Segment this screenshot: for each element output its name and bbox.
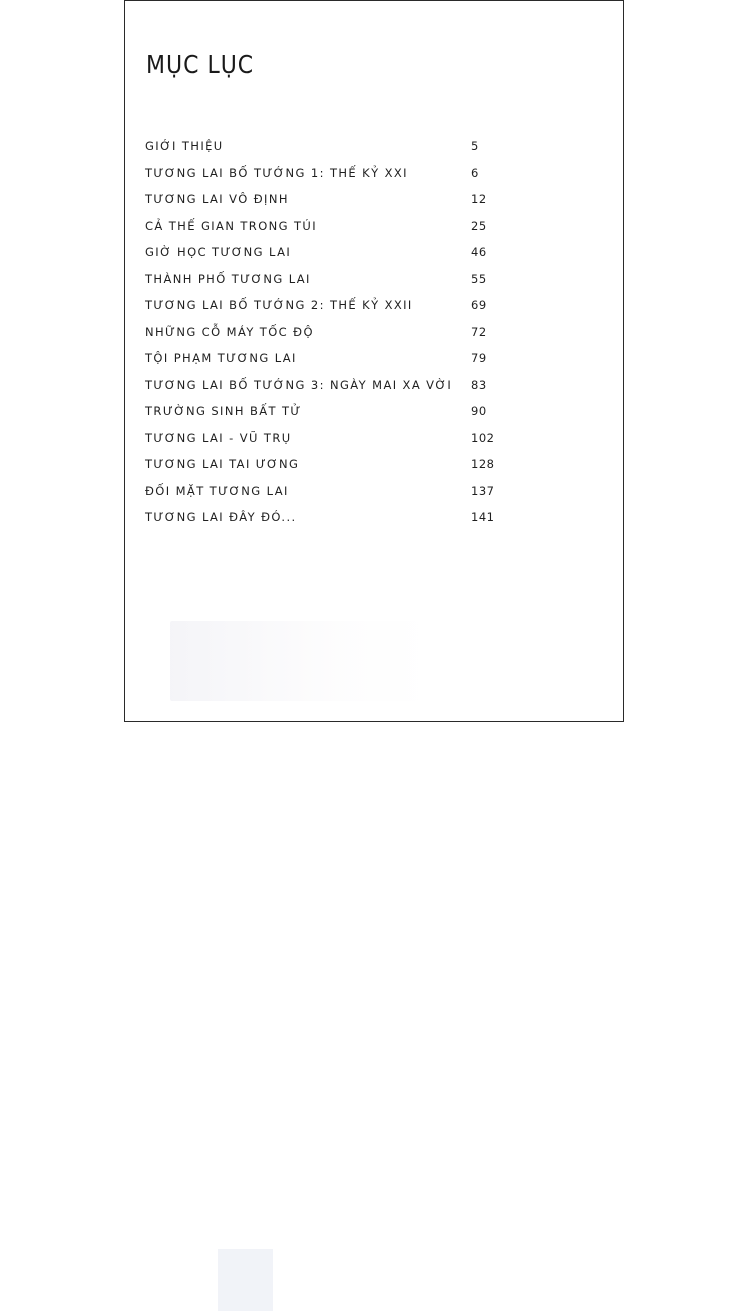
- toc-entry: [145, 139, 489, 166]
- toc-entry-title: GIỜ HỌC TƯƠNG LAI: [145, 245, 292, 259]
- toc-entry: [145, 404, 489, 431]
- toc-entry-page: 25: [471, 218, 487, 233]
- toc-entry-title: NHỮNG CỖ MÁY TỐC ĐỘ: [145, 324, 314, 339]
- toc-entry: [145, 378, 489, 405]
- toc-entry-page: 79: [471, 351, 487, 365]
- toc-entry: [145, 272, 489, 299]
- faded-show-through-image: [170, 621, 430, 701]
- toc-entry: [145, 430, 495, 458]
- toc-entry: [145, 245, 489, 272]
- book-page: [124, 0, 624, 722]
- toc-entry-page: 72: [471, 324, 487, 339]
- toc-entry-page: 46: [471, 245, 487, 259]
- toc-entry: [145, 219, 489, 246]
- toc-entry-page: 128: [471, 457, 495, 471]
- toc-entry-title: CẢ THẾ GIAN TRONG TÚI: [145, 218, 318, 233]
- toc-entry: [145, 192, 489, 219]
- toc-entry: [145, 325, 489, 352]
- page-title: MỤC LỤC: [146, 51, 255, 80]
- toc-entry-page: 6: [471, 165, 479, 180]
- toc-entry-title: TƯƠNG LAI - VŨ TRỤ: [145, 430, 292, 445]
- toc-entry: [145, 351, 489, 378]
- toc-entry-page: 83: [471, 377, 487, 392]
- toc-entry-title: TƯƠNG LAI VÔ ĐỊNH: [145, 192, 289, 206]
- toc-entry: [145, 298, 489, 325]
- table-of-contents: [145, 139, 495, 537]
- toc-entry: [145, 457, 495, 484]
- toc-entry: [145, 483, 495, 511]
- toc-entry-title: TƯƠNG LAI BỐ TƯỚNG 2: THẾ KỶ XXII: [145, 298, 413, 312]
- toc-entry-title: THÀNH PHỐ TƯƠNG LAI: [145, 271, 311, 286]
- faded-image-block: [218, 1249, 273, 1311]
- toc-entry-title: TỘI PHẠM TƯƠNG LAI: [145, 351, 297, 365]
- toc-entry-page: 90: [471, 404, 487, 418]
- toc-entry-page: 5: [471, 139, 479, 153]
- toc-entry: [145, 166, 489, 193]
- toc-entry-page: 137: [471, 483, 495, 498]
- toc-entry-page: 102: [471, 430, 495, 445]
- toc-entry-title: TƯƠNG LAI TAI ƯƠNG: [145, 457, 300, 471]
- toc-entry-title: GIỚI THIỆU: [145, 139, 224, 153]
- toc-entry-title: TRƯỜNG SINH BẤT TỬ: [145, 404, 302, 418]
- toc-entry-page: 12: [471, 192, 487, 206]
- toc-entry-title: TƯƠNG LAI BỐ TƯỚNG 1: THẾ KỶ XXI: [145, 165, 408, 180]
- toc-entry-title: TƯƠNG LAI BỐ TƯỚNG 3: NGÀY MAI XA VỜI: [145, 377, 453, 392]
- toc-entry-page: 141: [471, 510, 495, 524]
- toc-entry-page: 55: [471, 271, 487, 286]
- toc-entry-title: ĐỐI MẶT TƯƠNG LAI: [145, 483, 289, 498]
- toc-entry: [145, 510, 495, 537]
- toc-entry-title: TƯƠNG LAI ĐÂY ĐÓ...: [145, 510, 297, 524]
- toc-entry-page: 69: [471, 298, 487, 312]
